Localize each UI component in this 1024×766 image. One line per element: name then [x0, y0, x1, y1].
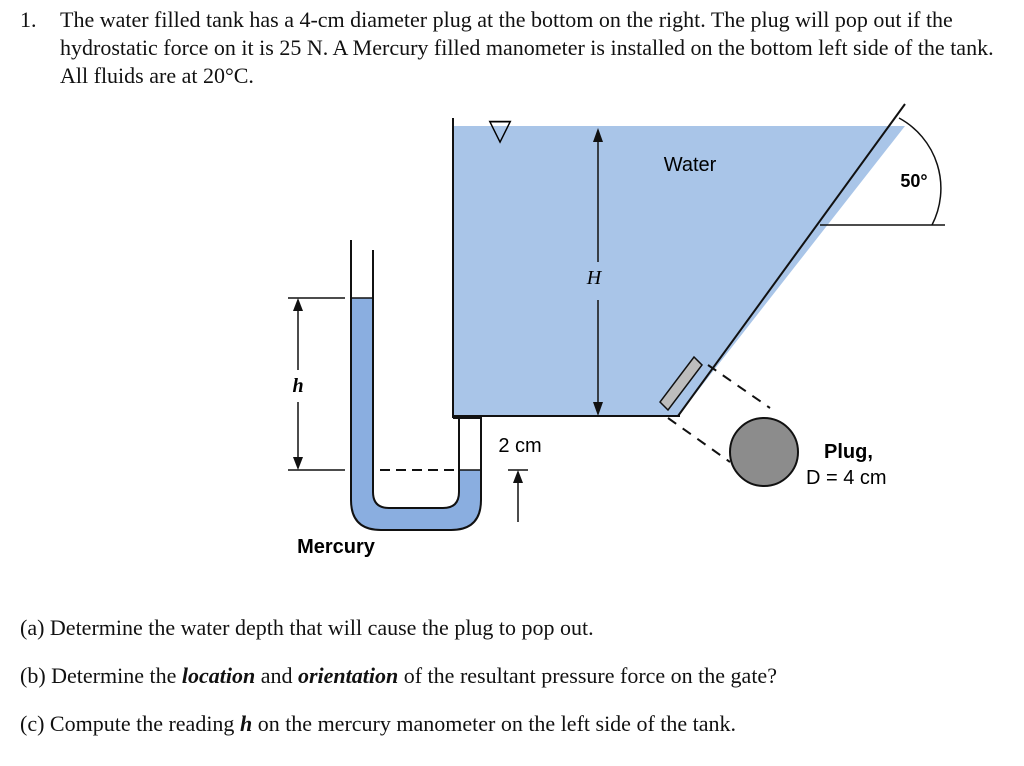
gap-label: 2 cm [498, 435, 542, 457]
question-b-emphasis-location: location [181, 663, 256, 688]
tank-diagram [0, 96, 1024, 576]
h-label: h [292, 375, 304, 397]
question-b-suffix: of the resultant pressure force on the gate? [398, 663, 777, 688]
question-c-prefix: (c) Compute the reading [20, 711, 240, 736]
problem-number: 1. [20, 7, 37, 32]
question-b [20, 663, 777, 689]
plug-projection-upper [708, 365, 770, 408]
question-b-mid: and [255, 663, 298, 688]
gap-arrow [513, 470, 523, 483]
problem-text: The water filled tank has a 4-cm diameter plug at the bottom on the right. The plug will pop out if the hydrostatic force on it is 25 N. A Mercury filled manometer is installed on the bottom left side of the tank. All fluids are at 20°C. [60, 7, 994, 88]
question-c [20, 711, 736, 737]
plug-projection-lower [668, 418, 730, 462]
angle-label: 50° [900, 171, 928, 191]
plug-circle [730, 418, 798, 486]
problem-statement [20, 6, 1010, 90]
question-b-prefix: (b) Determine the [20, 663, 182, 688]
plug-label-line2: D = 4 cm [806, 467, 887, 489]
question-c-emphasis-h: h [239, 711, 253, 736]
h-arrow-top [293, 298, 303, 311]
depth-label: H [586, 267, 602, 289]
question-a [20, 615, 594, 641]
h-arrow-bottom [293, 457, 303, 470]
question-a-text: (a) Determine the water depth that will cause the plug to pop out. [20, 615, 594, 640]
water-label: Water [663, 154, 717, 176]
question-c-suffix: on the mercury manometer on the left side of the tank. [252, 711, 737, 736]
question-b-emphasis-orientation: orientation [297, 663, 399, 688]
mercury-label: Mercury [297, 536, 375, 558]
free-surface-symbol: ▽ [488, 114, 512, 147]
plug-label-line1: Plug, [824, 441, 873, 463]
